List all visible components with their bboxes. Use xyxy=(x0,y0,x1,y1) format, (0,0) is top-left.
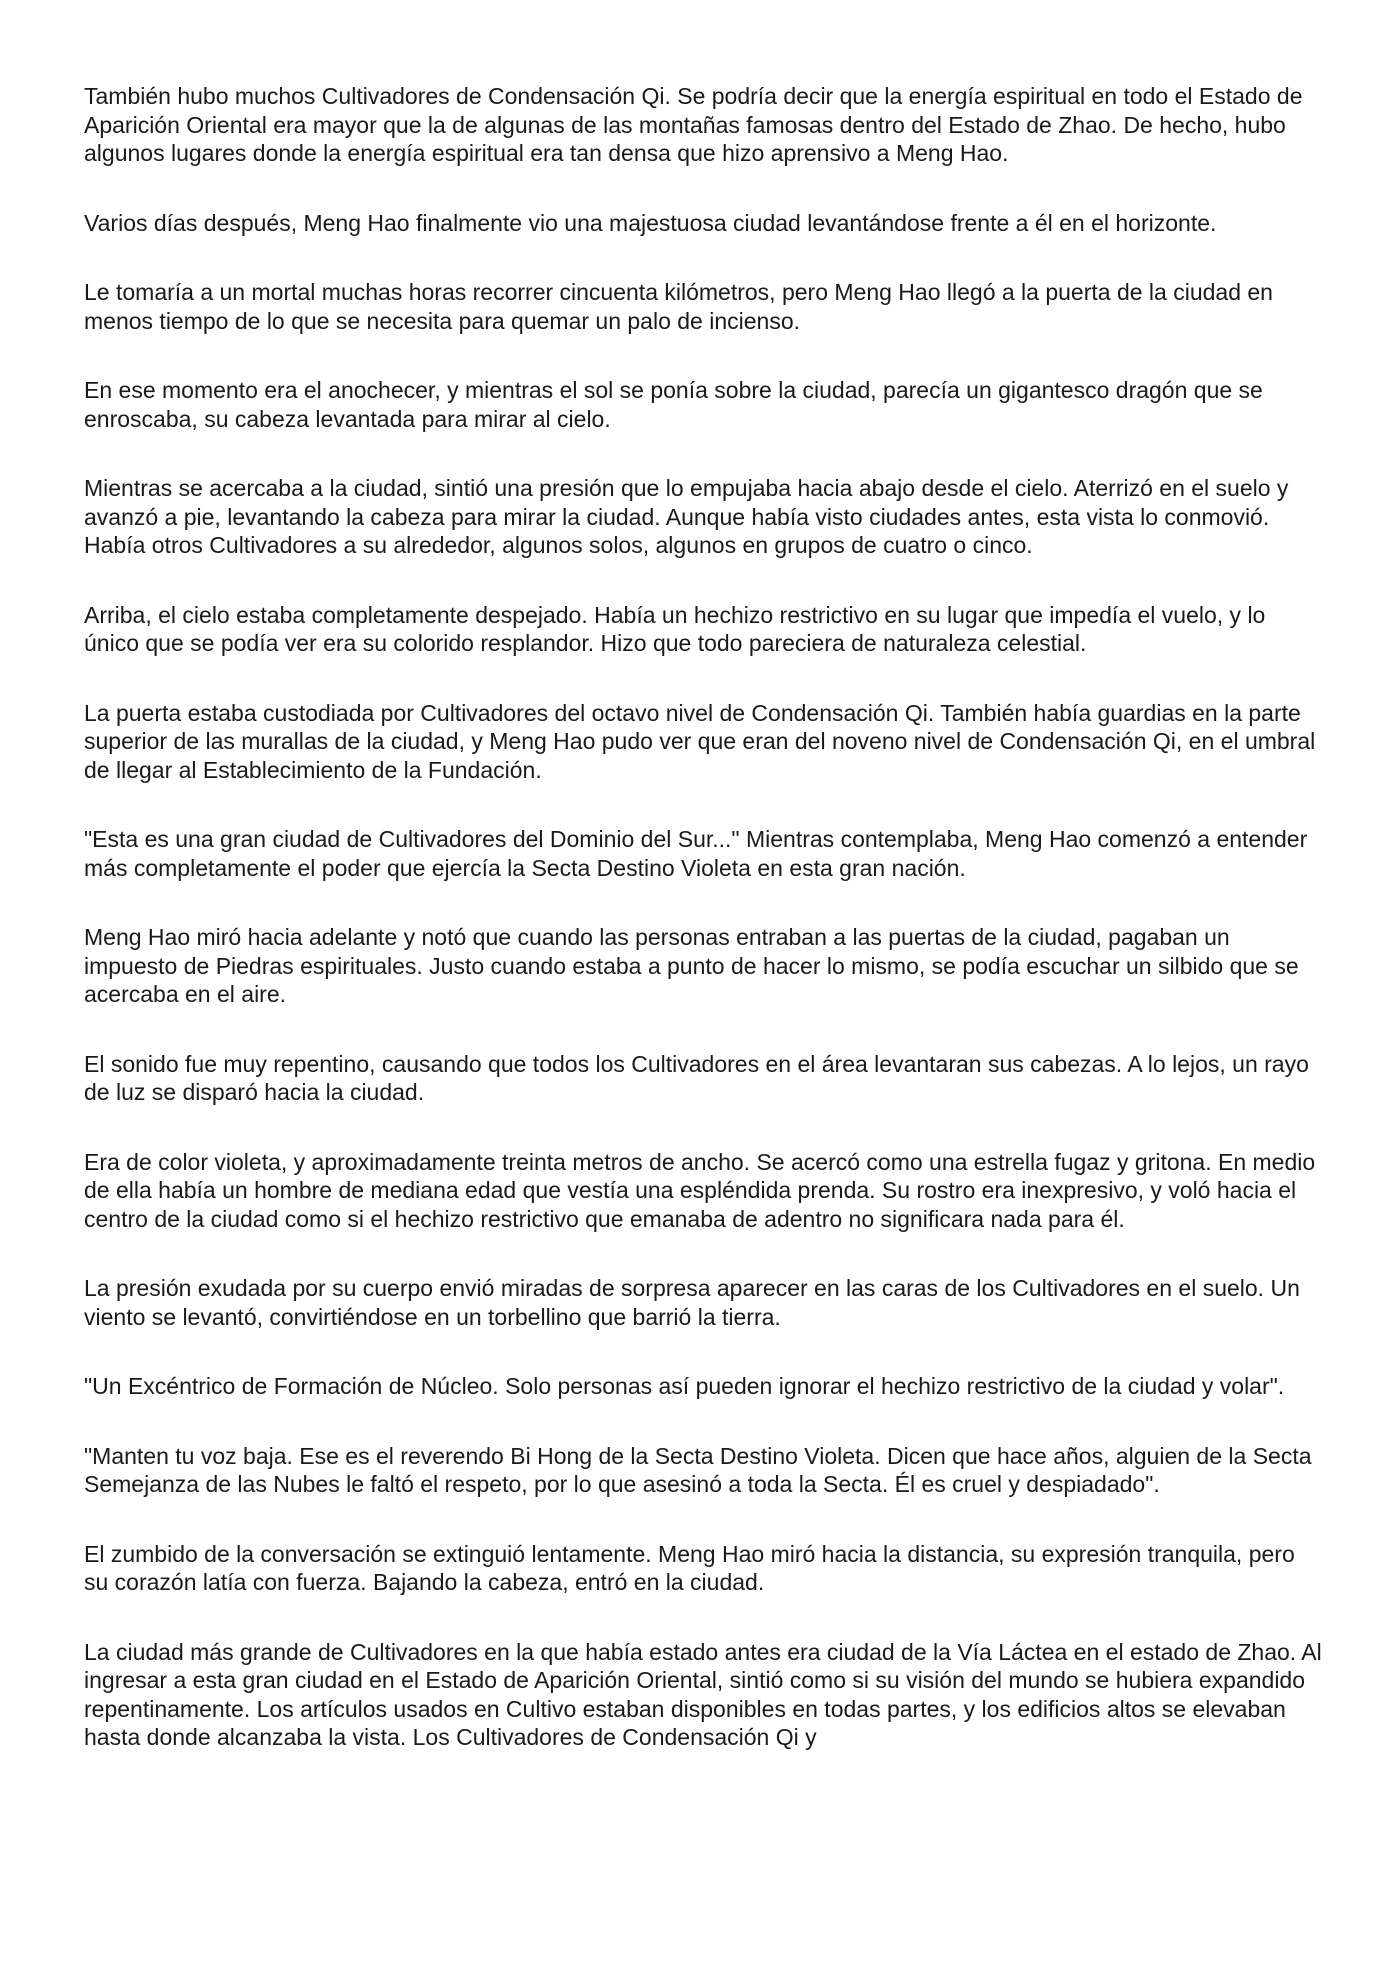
paragraph-9: Meng Hao miró hacia adelante y notó que cuando las personas entraban a las puertas de la ciudad, pagaban un impuesto de Piedras espirituales. Justo cuando estaba a punto de hacer lo mismo, se podía escuchar un silbido que se acercaba en el aire. xyxy=(84,924,1299,1007)
paragraph-3: Le tomaría a un mortal muchas horas recorrer cincuenta kilómetros, pero Meng Hao llegó a la puerta de la ciudad en menos tiempo de lo que se necesita para quemar un palo de incienso. xyxy=(84,279,1273,334)
paragraph-2: Varios días después, Meng Hao finalmente vio una majestuosa ciudad levantándose frente a él en el horizonte. xyxy=(84,209,1217,236)
paragraph-4: En ese momento era el anochecer, y mientras el sol se ponía sobre la ciudad, parecía un gigantesco dragón que se enroscaba, su cabeza levantada para mirar al cielo. xyxy=(84,377,1263,432)
paragraph-1: También hubo muchos Cultivadores de Condensación Qi. Se podría decir que la energía espiritual en todo el Estado de Aparición Oriental era mayor que la de algunas de las montañas famosas dentro del Estado de Zhao. De hecho, hubo algunos lugares donde la energía espiritual era tan densa que hizo aprensivo a Meng Hao. xyxy=(84,83,1303,166)
paragraph-7: La puerta estaba custodiada por Cultivadores del octavo nivel de Condensación Qi. También había guardias en la parte superior de las murallas de la ciudad, y Meng Hao pudo ver que eran del noveno nivel de Condensación Qi, en el umbral de llegar al Establecimiento de la Fundación. xyxy=(84,699,1316,783)
paragraph-10: El sonido fue muy repentino, causando que todos los Cultivadores en el área levantaran sus cabezas. A lo lejos, un rayo de luz se disparó hacia la ciudad. xyxy=(84,1050,1309,1105)
paragraph-8: "Esta es una gran ciudad de Cultivadores del Dominio del Sur..." Mientras contemplaba, Meng Hao comenzó a entender más completamente el poder que ejercía la Secta Destino Violeta en esta gran nación. xyxy=(84,826,1308,881)
document-page xyxy=(84,82,1324,1752)
paragraph-14: "Manten tu voz baja. Ese es el reverendo Bi Hong de la Secta Destino Violeta. Dicen que hace años, alguien de la Secta Semejanza de las Nubes le faltó el respeto, por lo que asesinó a toda la Secta. Él es cruel y despiadado". xyxy=(84,1442,1312,1497)
paragraph-16: La ciudad más grande de Cultivadores en la que había estado antes era ciudad de la Vía Láctea en el estado de Zhao. Al ingresar a esta gran ciudad en el Estado de Aparición Oriental, sintió como si su visión del mundo se hubiera expandido repentinamente. Los artículos usados en Cultivo estaban disponibles en todas partes, y los edificios altos se elevaban hasta donde alcanzaba la vista. Los Cultivadores de Condensación Qi y xyxy=(84,1638,1322,1750)
paragraph-13: "Un Excéntrico de Formación de Núcleo. Solo personas así pueden ignorar el hechizo restrictivo de la ciudad y volar". xyxy=(84,1373,1285,1399)
paragraph-6: Arriba, el cielo estaba completamente despejado. Había un hechizo restrictivo en su lugar que impedía el vuelo, y lo único que se podía ver era su colorido resplandor. Hizo que todo pareciera de naturaleza celestial. xyxy=(84,601,1266,656)
paragraph-15: El zumbido de la conversación se extinguió lentamente. Meng Hao miró hacia la distancia, su expresión tranquila, pero su corazón latía con fuerza. Bajando la cabeza, entró en la ciudad. xyxy=(84,1540,1295,1595)
paragraph-12: La presión exudada por su cuerpo envió miradas de sorpresa aparecer en las caras de los Cultivadores en el suelo. Un viento se levantó, convirtiéndose en un torbellino que barrió la tierra. xyxy=(84,1275,1300,1330)
paragraph-11: Era de color violeta, y aproximadamente treinta metros de ancho. Se acercó como una estrella fugaz y gritona. En medio de ella había un hombre de mediana edad que vestía una espléndida prenda. Su rostro era inexpresivo, y voló hacia el centro de la ciudad como si el hechizo restrictivo que emanaba de adentro no significara nada para él. xyxy=(84,1148,1316,1232)
paragraph-5: Mientras se acercaba a la ciudad, sintió una presión que lo empujaba hacia abajo desde el cielo. Aterrizó en el suelo y avanzó a pie, levantando la cabeza para mirar la ciudad. Aunque había visto ciudades antes, esta vista lo conmovió. Había otros Cultivadores a su alrededor, algunos solos, algunos en grupos de cuatro o cinco. xyxy=(84,475,1289,558)
